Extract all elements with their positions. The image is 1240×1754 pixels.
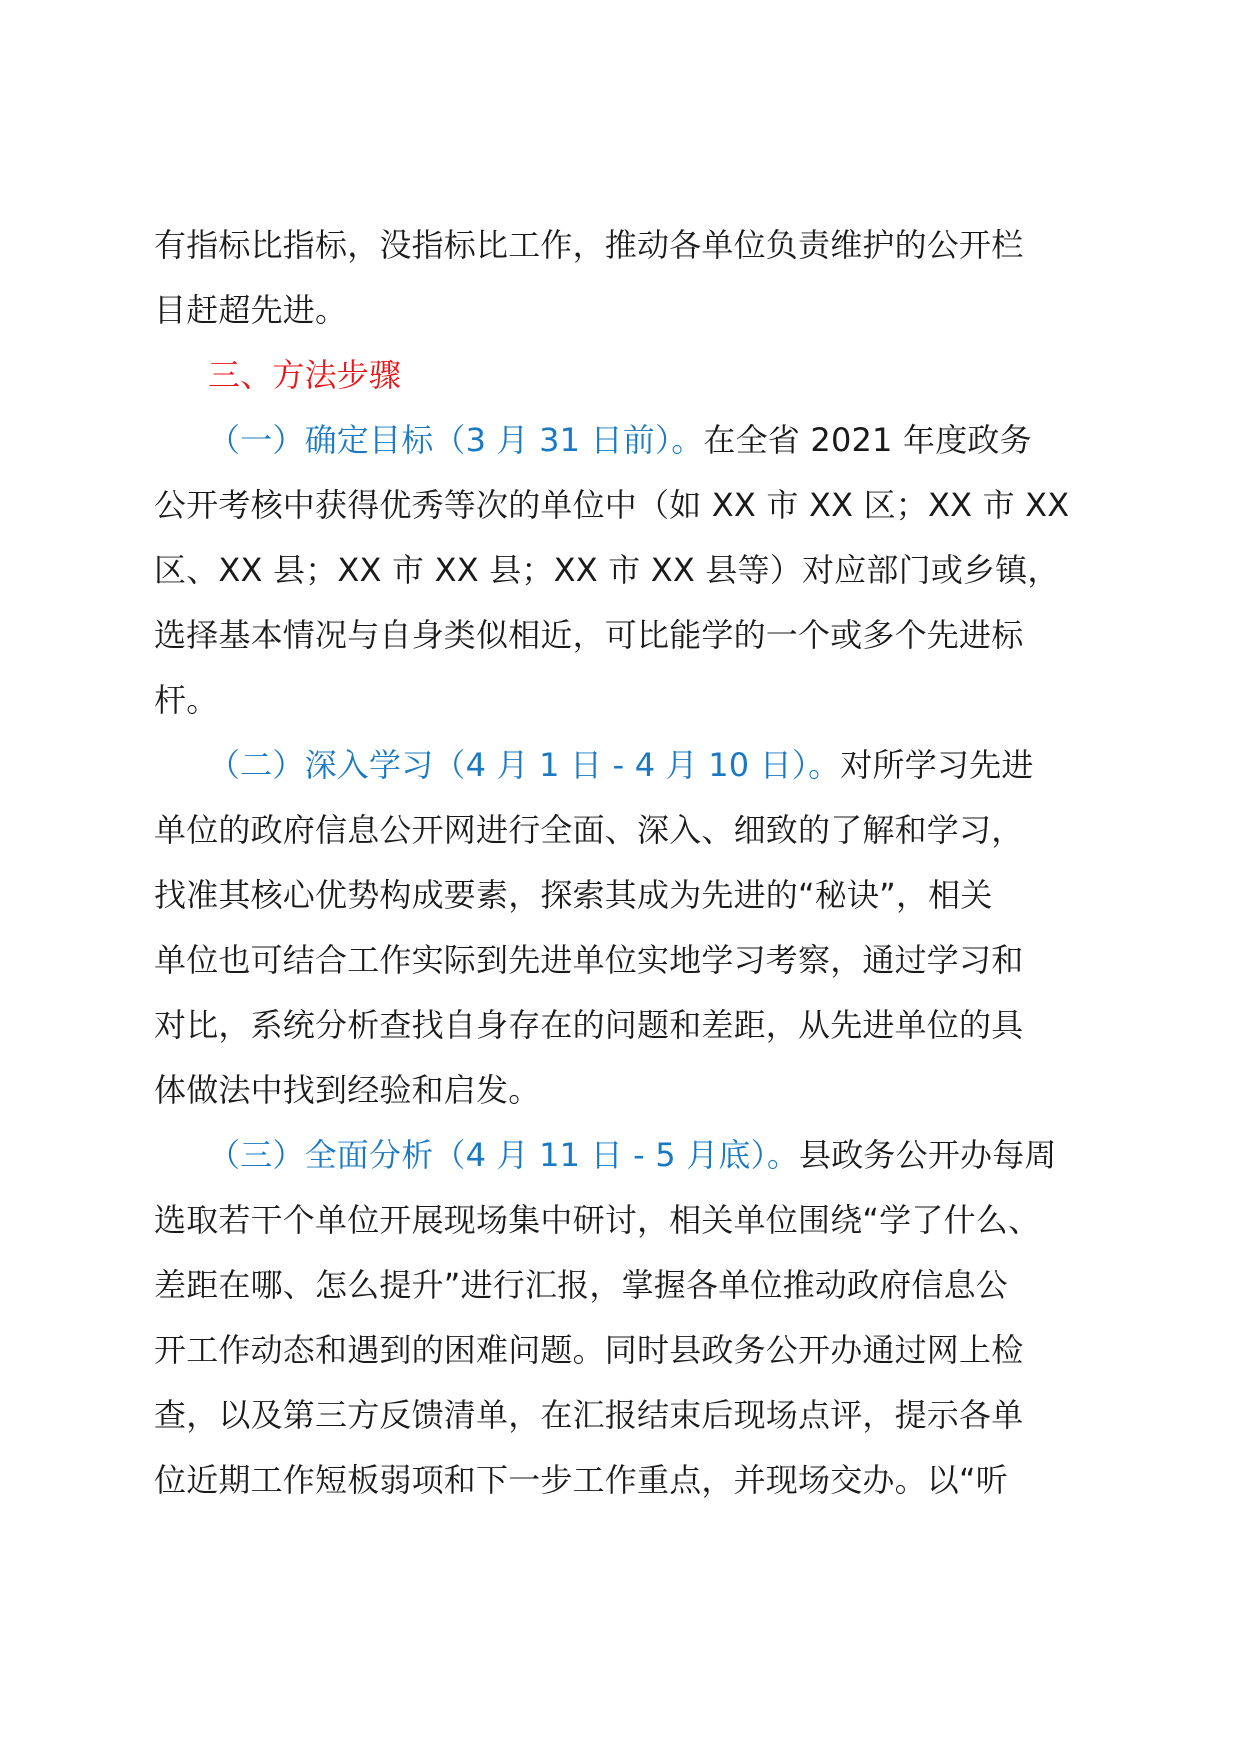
body-line: 体做法中找到经验和启发。 <box>154 1071 541 1109</box>
step-text: 对所学习先进 <box>840 746 1034 784</box>
body-line: 单位的政府信息公开网进行全面、深入、细致的了解和学习， <box>154 811 1024 849</box>
step-heading: （一）确定目标（3 月 31 日前）。 <box>208 421 704 459</box>
step-text: 在全省 2021 年度政务 <box>703 421 1032 459</box>
body-line: 对比，系统分析查找自身存在的问题和差距，从先进单位的具 <box>154 1006 1024 1044</box>
document-body <box>154 213 1090 1513</box>
body-line: 区、XX 县；XX 市 XX 县；XX 市 XX 县等）对应部门或乡镇， <box>154 551 1060 589</box>
body-line: 有指标比指标，没指标比工作，推动各单位负责维护的公开栏 <box>154 226 1024 264</box>
body-line: 目赶超先进。 <box>154 291 348 329</box>
body-line: 公开考核中获得优秀等次的单位中（如 XX 市 XX 区；XX 市 XX <box>154 486 1070 524</box>
body-line: 选取若干个单位开展现场集中研讨，相关单位围绕“学了什么、 <box>154 1201 1041 1239</box>
body-line: 查，以及第三方反馈清单，在汇报结束后现场点评，提示各单 <box>154 1396 1024 1434</box>
step-first-line <box>154 1123 1090 1188</box>
body-line: 选择基本情况与自身类似相近，可比能学的一个或多个先进标 <box>154 616 1024 654</box>
section-heading: 三、方法步骤 <box>208 356 402 394</box>
step-text: 县政务公开办每周 <box>799 1136 1057 1174</box>
body-line: 杆。 <box>154 681 219 719</box>
step-first-line <box>154 408 1090 473</box>
body-line: 单位也可结合工作实际到先进单位实地学习考察，通过学习和 <box>154 941 1024 979</box>
body-line: 开工作动态和遇到的困难问题。同时县政务公开办通过网上检 <box>154 1331 1024 1369</box>
body-line: 位近期工作短板弱项和下一步工作重点，并现场交办。以“听 <box>154 1461 1008 1499</box>
step-heading: （三）全面分析（4 月 11 日 - 5 月底）。 <box>208 1136 800 1174</box>
body-line: 找准其核心优势构成要素，探索其成为先进的“秘诀”，相关 <box>154 876 993 914</box>
step-first-line <box>154 733 1090 798</box>
body-line: 差距在哪、怎么提升”进行汇报，掌握各单位推动政府信息公 <box>154 1266 1008 1304</box>
step-heading: （二）深入学习（4 月 1 日 - 4 月 10 日）。 <box>208 746 841 784</box>
